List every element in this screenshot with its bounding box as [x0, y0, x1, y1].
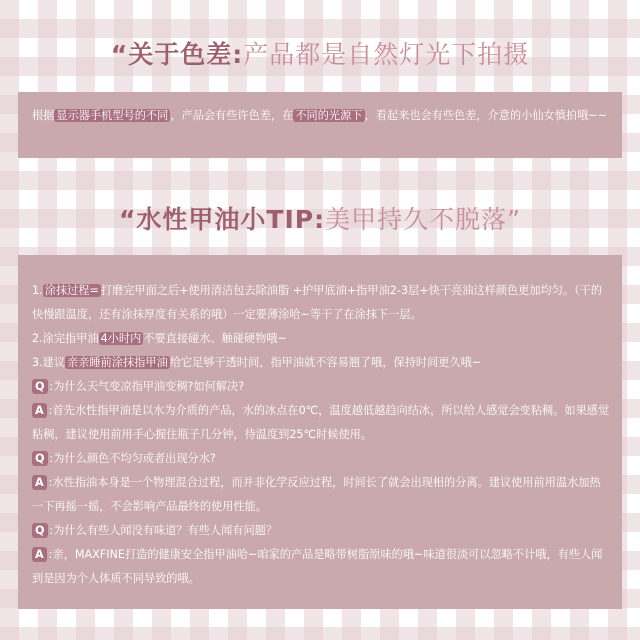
heading-emphasis: “水性甲油小TIP:: [118, 205, 326, 234]
highlight-process: 涂抹过程=: [44, 284, 99, 297]
color-difference-text: [32, 104, 610, 128]
answer-3: [32, 543, 610, 591]
question-text: :为什么天气变凉指甲油变稠?如何解决?: [49, 380, 245, 393]
polish-tip-heading: [0, 200, 640, 236]
tip-text: 不要直接碰水、触碰硬物哦~: [143, 332, 287, 345]
a-badge: A: [32, 547, 47, 562]
highlight-light-source: 不同的光源下: [295, 109, 363, 122]
answer-text: :首先水性指甲油是以水为介质的产品，水的冰点在0℃，温度越低越趋向结冰，所以给人感觉会变粘稠。如果感觉粘稠，建议使用前用手心握住瓶子几分钟，待温度到25℃时候使用。: [32, 404, 610, 441]
tip-text: 打磨完甲面之后+使用清洁包去除油脂 +护甲底油+指甲油2-3层+快干亮油这样颜色更加均匀。（干的快慢跟温度，还有涂抹厚度有关系的哦）一定要薄涂哈~等干了在涂抹下一层。: [32, 284, 603, 321]
question-text: :为什么颜色不均匀或者出现分水?: [49, 452, 216, 465]
tip-step-2: [32, 327, 610, 351]
answer-text: :亲，MAXFINE打造的健康安全指甲油哈~咱家的产品是略带树脂原味的哦~味道很淡可以忽略不计哦，有些人闻到是因为个人体质不同导致的哦。: [32, 548, 603, 585]
question-2: [32, 447, 610, 471]
a-badge: A: [32, 403, 47, 418]
tip-text: 给它足够干透时间，指甲油就不容易翘了哦，保持时间更久哦~: [169, 356, 482, 369]
question-3: [32, 519, 610, 543]
question-1: [32, 375, 610, 399]
q-badge: Q: [32, 451, 48, 466]
heading-text: 产品都是自然灯光下拍摄: [243, 40, 530, 69]
highlight-display-model: 显示器手机型号的不同: [56, 109, 169, 122]
polish-tip-panel: [18, 255, 622, 609]
tip-step-3: [32, 351, 610, 375]
color-difference-panel: [18, 92, 622, 158]
text-segment: 根据: [32, 109, 55, 122]
q-badge: Q: [32, 523, 48, 538]
highlight-4-hours: 4小时内: [100, 332, 142, 345]
heading-emphasis: “关于色差:: [110, 40, 244, 69]
q-badge: Q: [32, 379, 48, 394]
tip-text: 2.涂完指甲油: [32, 332, 99, 345]
text-segment: ，产品会有些许色差，在: [170, 109, 294, 122]
highlight-before-sleep: 亲亲睡前涂抹指甲油: [67, 356, 168, 369]
tip-text: 3.建议: [32, 356, 66, 369]
a-badge: A: [32, 475, 47, 490]
answer-text: :水性指油本身是一个物理混合过程，而并非化学反应过程，时间长了就会出现相的分离。建议使用前用温水加热一下再摇一摇，不会影响产品最终的使用性能。: [32, 476, 601, 513]
heading-text: 美甲持久不脱落”: [325, 205, 522, 234]
answer-1: [32, 399, 610, 447]
answer-2: [32, 471, 610, 519]
tip-step-1: 1. 涂抹过程= 打磨完甲面之后+使用清洁包去除油脂 +护甲底油+指甲油2-3层+快干亮油这样颜色更加均匀。（干的快慢跟温度，还有涂抹厚度有关系的哦）一定要薄涂哈~等干了在涂抹下一层。: [32, 284, 603, 321]
text-segment: ，看起来也会有些色差，介意的小仙女慎拍哦~~: [364, 109, 607, 122]
question-text: :为什么有些人闻没有味道？有些人闻有问题？: [49, 524, 278, 537]
color-difference-heading: [0, 35, 640, 71]
